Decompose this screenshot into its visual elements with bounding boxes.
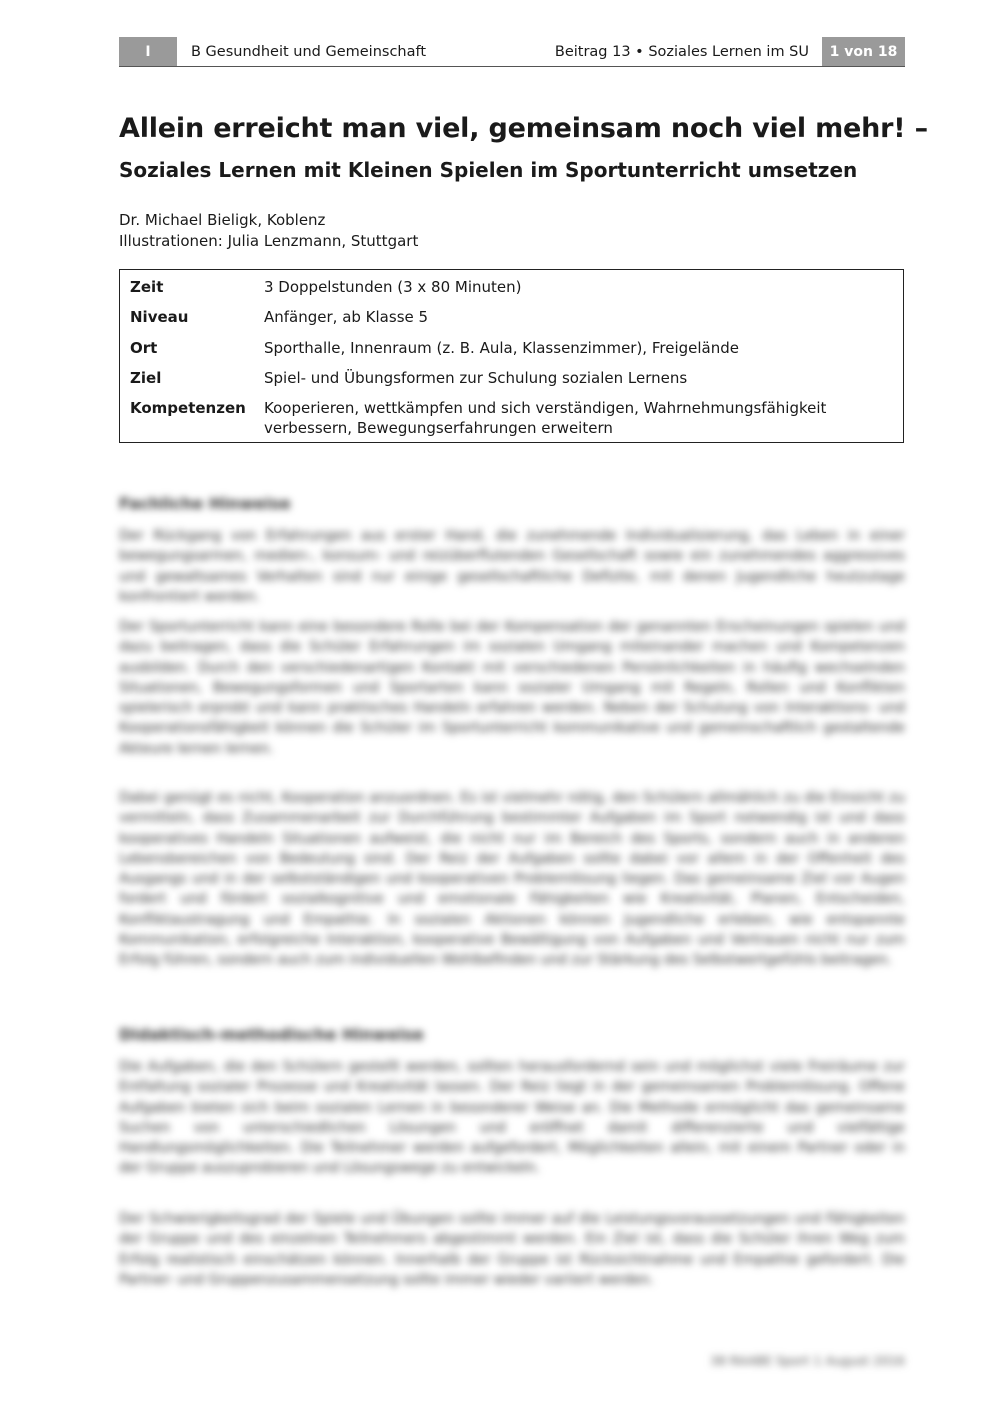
- page-header: [119, 37, 905, 67]
- info-table: [119, 269, 904, 443]
- info-row-ort: [130, 338, 893, 358]
- section-heading-didaktisch-methodische-hinweise: Didaktisch-methodische Hinweise: [119, 1025, 424, 1044]
- author-block: [119, 210, 418, 252]
- paragraph: Dabei genügt es nicht, Kooperation anzuordnen. Es ist vielmehr nötig, den Schülern allmählich zu die Einsicht zu vermitteln, dass Zusammenarbeit zur Durchführung bestimmter Aufgaben im Sport notwendig ist und dass kooperatives Handeln Situationen aufweist, die nicht nur im Bereich des Sports, sondern auch in anderen Lebensbereichen von Bedeutung sind. Der Reiz der Aufgaben sollte dabei vor allem in der Offenheit des Ausgangs und in der selbstständigen und kooperativen Problemlösung liegen. Das gemeinsame Ziel vor Augen fordert und fördert sozialkognitive und emotionale Fähigkeiten wie Kreativität, Planen, Entscheiden, Konfliktaustragung und Empathie. In sozialen Aktionen können Jugendliche erleben, wie entspannte Kommunikation, erfolgreiche Interaktion, kooperative Bewältigung von Aufgaben und Vertrauen nicht nur zum Erfolg führen, sondern auch zum individuellen Wohlbefinden und zur Stärkung des Selbstwertgefühls beitragen.: [119, 790, 905, 969]
- page-footer: 38 RAABE Sport 1 August 2016: [710, 1353, 905, 1368]
- paragraph: Die Aufgaben, die den Schülern gestellt werden, sollten herausfordernd sein und möglichst viele Freiräume zur Entfaltung sozialer Prozesse und Kreativität lassen. Der Reiz liegt in der gemeinsamen Problemlösung. Offene Aufgaben bieten sich beim sozialen Lernen in besonderer Weise an. Die Methode ermöglicht das gemeinsame Suchen von unterschiedlichen Lösungen und eröffnet damit differenzierte und vielfältige Handlungsmöglichkeiten. Die Teilnehmer werden aufgefordert, Möglichkeiten allein, mit einem Partner oder in der Gruppe auszuprobieren und Lösungswege zu entwickeln.: [119, 1059, 905, 1177]
- info-row-niveau: [130, 307, 893, 327]
- document-title: Allein erreicht man viel, gemeinsam noch viel mehr! –: [119, 113, 928, 144]
- article-title: Beitrag 13 • Soziales Lernen im SU: [554, 43, 809, 60]
- info-value: Anfänger, ab Klasse 5: [264, 308, 429, 326]
- info-key: Niveau: [130, 308, 189, 326]
- page-indicator: 1 von 18: [822, 37, 905, 66]
- paragraph: Der Sportunterricht kann eine besondere Rolle bei der Kompensation der genannten Erscheinungen spielen und dazu beitragen, dass die Schüler Erfahrungen im sozialen Umgang miteinander machen und Kompetenzen ausbilden. Durch den verschiedenartigen Kontakt mit verschiedenen Persönlichkeiten in häufig wechselnden Situationen, Bewegungsformen und Sportarten kann sozialer Umgang mit Regeln, Rollen und Konflikten spielerisch erprobt und kann praktisches Handeln erfahren werden. Neben der Schulung von Interaktions- und Kooperationsfähigkeit können die Schüler im Sportunterricht kommunikative und gemeinschaftlich gestaltende Akteure lernen lernen.: [119, 619, 905, 757]
- info-row-zeit: [130, 277, 893, 297]
- section-heading-fachliche-hinweise: Fachliche Hinweise: [119, 494, 291, 513]
- info-key: Zeit: [130, 278, 164, 296]
- info-row-ziel: [130, 368, 893, 388]
- author: Dr. Michael Bieligk, Koblenz: [119, 211, 326, 229]
- info-key: Ort: [130, 339, 158, 357]
- info-value: Sporthalle, Innenraum (z. B. Aula, Klassenzimmer), Freigelände: [264, 339, 739, 357]
- info-key: Kompetenzen: [130, 399, 246, 417]
- chapter-number: I: [119, 37, 177, 66]
- paragraph: Der Rückgang von Erfahrungen aus erster Hand, die zunehmende Individualisierung, das Leben in einer bewegungsarmen, medien-, konsum- und reizüberflutenden Gesellschaft sowie ein zunehmendes aggressives und gewaltsames Verhalten sind nur einige gesellschaftliche Defizite, mit denen Jugendliche heutzutage konfrontiert werden.: [119, 528, 905, 605]
- info-row-kompetenzen: [130, 398, 893, 438]
- info-value: Spiel- und Übungsformen zur Schulung sozialen Lernens: [264, 369, 688, 387]
- info-value: Kooperieren, wettkämpfen und sich verständigen, Wahrnehmungsfähigkeit verbessern, Bewegungserfahrungen erweitern: [264, 399, 827, 437]
- section-title: B Gesundheit und Gemeinschaft: [191, 43, 427, 60]
- paragraph: Der Schwierigkeitsgrad der Spiele und Übungen sollte immer auf die Leistungsvoraussetzungen und Fähigkeiten der Gruppe und des einzelnen Teilnehmers abgestimmt werden. Ein Ziel ist, dass die Schüler ihren Weg zum Erfolg realistisch einschätzen können. Innerhalb der Gruppe ist Rücksichtnahme und Empathie gefordert. Die Partner- und Gruppenzusammensetzung sollte immer wieder variiert werden.: [119, 1211, 905, 1288]
- info-key: Ziel: [130, 369, 162, 387]
- info-value: 3 Doppelstunden (3 x 80 Minuten): [264, 278, 522, 296]
- illustrator: Illustrationen: Julia Lenzmann, Stuttgart: [119, 232, 419, 250]
- document-subtitle: Soziales Lernen mit Kleinen Spielen im Sportunterricht umsetzen: [119, 158, 858, 182]
